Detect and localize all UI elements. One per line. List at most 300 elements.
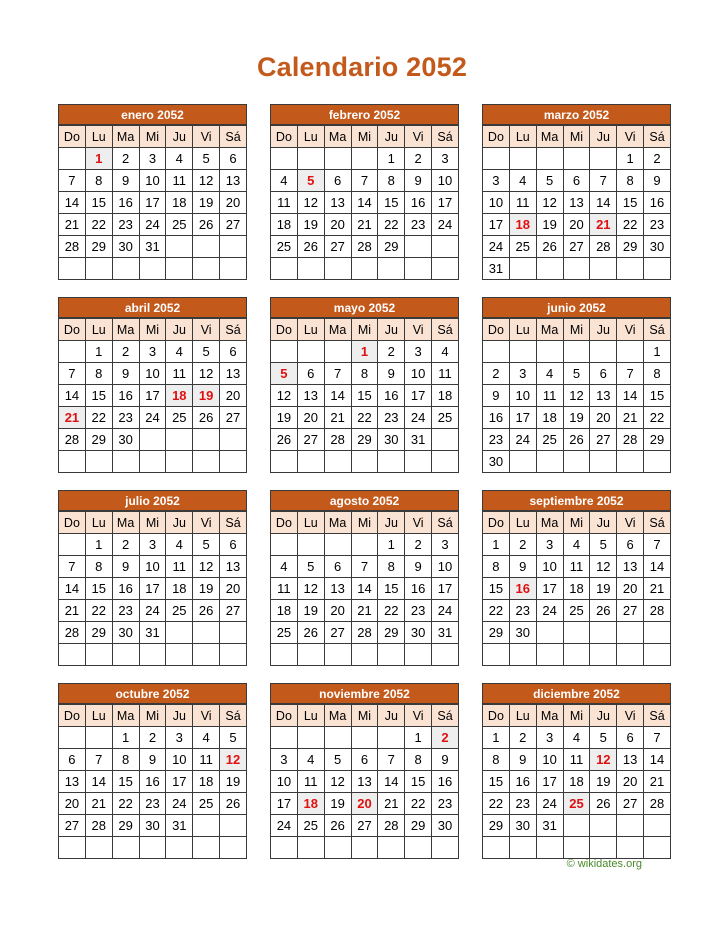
day-cell: 3: [139, 341, 166, 363]
day-cell: 8: [378, 556, 405, 578]
day-cell: 10: [536, 749, 563, 771]
empty-cell: [563, 258, 590, 280]
weekday-label: Sá: [432, 319, 459, 341]
day-cell: 17: [405, 385, 432, 407]
weekday-label: Mi: [563, 126, 590, 148]
empty-cell: [378, 727, 405, 749]
day-cell: 31: [432, 622, 459, 644]
day-cell: 10: [166, 749, 193, 771]
weekday-label: Do: [271, 512, 298, 534]
empty-cell: [536, 148, 563, 170]
weekday-label: Ma: [536, 126, 563, 148]
day-cell: 8: [112, 749, 139, 771]
empty-cell: [378, 644, 405, 666]
empty-cell: [509, 341, 536, 363]
week-row: [59, 170, 247, 192]
weekday-label: Mi: [563, 319, 590, 341]
day-cell: 6: [351, 749, 378, 771]
day-cell: 22: [85, 407, 112, 429]
empty-cell: [324, 644, 351, 666]
day-cell: 19: [297, 214, 324, 236]
weekday-label: Ma: [112, 705, 139, 727]
day-cell: 15: [644, 385, 671, 407]
day-cell: 20: [220, 578, 247, 600]
day-cell: 3: [271, 749, 298, 771]
week-row: [483, 600, 671, 622]
day-cell: 17: [139, 385, 166, 407]
day-cell: 6: [563, 170, 590, 192]
holiday-cell: 20: [351, 793, 378, 815]
day-cell: 16: [112, 192, 139, 214]
day-cell: 26: [193, 600, 220, 622]
day-cell: 24: [139, 407, 166, 429]
empty-cell: [405, 451, 432, 473]
week-row: [59, 556, 247, 578]
empty-cell: [220, 429, 247, 451]
day-cell: 9: [112, 556, 139, 578]
weekday-label: Vi: [617, 512, 644, 534]
day-cell: 11: [271, 578, 298, 600]
week-row: [271, 148, 459, 170]
empty-cell: [193, 429, 220, 451]
month-header: noviembre 2052: [270, 683, 459, 704]
week-row: [271, 837, 459, 859]
empty-cell: [271, 148, 298, 170]
weekday-row: [483, 512, 671, 534]
empty-cell: [324, 451, 351, 473]
day-cell: 13: [617, 749, 644, 771]
weekday-label: Ma: [536, 705, 563, 727]
day-cell: 16: [483, 407, 510, 429]
day-cell: 31: [536, 815, 563, 837]
day-cell: 6: [220, 148, 247, 170]
month-calendar: [58, 683, 247, 859]
week-row: [483, 534, 671, 556]
day-cell: 13: [220, 556, 247, 578]
day-cell: 23: [405, 214, 432, 236]
week-row: [271, 429, 459, 451]
empty-cell: [432, 644, 459, 666]
holiday-cell: 12: [590, 749, 617, 771]
empty-cell: [351, 451, 378, 473]
empty-cell: [271, 727, 298, 749]
week-row: [483, 837, 671, 859]
week-row: [483, 727, 671, 749]
footer-credit: © wikidates.org: [566, 858, 642, 870]
month-table: [482, 704, 671, 859]
empty-cell: [509, 148, 536, 170]
day-cell: 20: [297, 407, 324, 429]
weekday-label: Mi: [351, 512, 378, 534]
weekday-label: Sá: [220, 705, 247, 727]
empty-cell: [432, 837, 459, 859]
day-cell: 2: [509, 727, 536, 749]
empty-cell: [644, 837, 671, 859]
day-cell: 3: [432, 148, 459, 170]
week-row: [483, 815, 671, 837]
empty-cell: [483, 837, 510, 859]
weekday-label: Vi: [617, 705, 644, 727]
empty-cell: [271, 644, 298, 666]
day-cell: 15: [617, 192, 644, 214]
week-row: [483, 341, 671, 363]
empty-cell: [324, 837, 351, 859]
month-table: [482, 318, 671, 473]
day-cell: 7: [617, 363, 644, 385]
month-table: [482, 125, 671, 280]
empty-cell: [405, 837, 432, 859]
day-cell: 17: [139, 192, 166, 214]
week-row: [483, 622, 671, 644]
day-cell: 24: [432, 214, 459, 236]
day-cell: 26: [193, 214, 220, 236]
day-cell: 29: [644, 429, 671, 451]
weekday-row: [483, 319, 671, 341]
empty-cell: [644, 815, 671, 837]
day-cell: 13: [220, 363, 247, 385]
empty-cell: [297, 644, 324, 666]
empty-cell: [509, 644, 536, 666]
day-cell: 4: [271, 556, 298, 578]
weekday-label: Sá: [432, 705, 459, 727]
empty-cell: [271, 341, 298, 363]
day-cell: 16: [405, 578, 432, 600]
week-row: [59, 534, 247, 556]
empty-cell: [220, 644, 247, 666]
day-cell: 11: [563, 556, 590, 578]
day-cell: 9: [509, 749, 536, 771]
day-cell: 1: [617, 148, 644, 170]
day-cell: 12: [324, 771, 351, 793]
day-cell: 18: [563, 771, 590, 793]
day-cell: 7: [59, 363, 86, 385]
day-cell: 7: [59, 170, 86, 192]
empty-cell: [483, 341, 510, 363]
day-cell: 29: [483, 815, 510, 837]
week-row: [271, 644, 459, 666]
day-cell: 21: [324, 407, 351, 429]
weekday-label: Ma: [324, 319, 351, 341]
day-cell: 2: [483, 363, 510, 385]
weekday-label: Do: [483, 705, 510, 727]
month-header: abril 2052: [58, 297, 247, 318]
holiday-cell: 18: [509, 214, 536, 236]
day-cell: 20: [220, 385, 247, 407]
day-cell: 26: [297, 236, 324, 258]
day-cell: 22: [85, 600, 112, 622]
week-row: [59, 749, 247, 771]
day-cell: 4: [271, 170, 298, 192]
day-cell: 31: [139, 236, 166, 258]
day-cell: 10: [405, 363, 432, 385]
month-calendar: [482, 490, 671, 666]
empty-cell: [378, 258, 405, 280]
day-cell: 26: [590, 600, 617, 622]
empty-cell: [193, 815, 220, 837]
weekday-label: Sá: [432, 126, 459, 148]
week-row: [59, 429, 247, 451]
empty-cell: [378, 837, 405, 859]
day-cell: 11: [166, 363, 193, 385]
day-cell: 4: [432, 341, 459, 363]
empty-cell: [351, 148, 378, 170]
day-cell: 16: [405, 192, 432, 214]
weekday-label: Vi: [617, 319, 644, 341]
day-cell: 24: [536, 793, 563, 815]
empty-cell: [59, 837, 86, 859]
day-cell: 13: [59, 771, 86, 793]
week-row: [271, 534, 459, 556]
day-cell: 30: [112, 622, 139, 644]
day-cell: 2: [112, 148, 139, 170]
day-cell: 28: [351, 622, 378, 644]
week-row: [271, 170, 459, 192]
weekday-label: Lu: [509, 512, 536, 534]
day-cell: 6: [324, 556, 351, 578]
day-cell: 30: [405, 622, 432, 644]
day-cell: 3: [509, 363, 536, 385]
day-cell: 24: [536, 600, 563, 622]
day-cell: 25: [193, 793, 220, 815]
week-row: [59, 727, 247, 749]
week-row: [59, 793, 247, 815]
week-row: [59, 451, 247, 473]
day-cell: 10: [432, 170, 459, 192]
day-cell: 22: [85, 214, 112, 236]
day-cell: 25: [271, 622, 298, 644]
day-cell: 1: [85, 534, 112, 556]
week-row: [271, 363, 459, 385]
month-header: junio 2052: [482, 297, 671, 318]
day-cell: 20: [590, 407, 617, 429]
empty-cell: [644, 451, 671, 473]
day-cell: 12: [297, 578, 324, 600]
weekday-label: Do: [483, 319, 510, 341]
day-cell: 29: [112, 815, 139, 837]
day-cell: 15: [378, 192, 405, 214]
day-cell: 23: [509, 793, 536, 815]
day-cell: 26: [590, 793, 617, 815]
week-row: [59, 341, 247, 363]
day-cell: 7: [590, 170, 617, 192]
day-cell: 5: [220, 727, 247, 749]
empty-cell: [59, 727, 86, 749]
day-cell: 15: [405, 771, 432, 793]
month-header: febrero 2052: [270, 104, 459, 125]
day-cell: 26: [193, 407, 220, 429]
day-cell: 31: [139, 622, 166, 644]
day-cell: 1: [112, 727, 139, 749]
day-cell: 22: [351, 407, 378, 429]
day-cell: 3: [536, 727, 563, 749]
day-cell: 13: [220, 170, 247, 192]
day-cell: 29: [378, 622, 405, 644]
week-row: [271, 341, 459, 363]
weekday-label: Do: [271, 319, 298, 341]
day-cell: 29: [405, 815, 432, 837]
weekday-label: Lu: [297, 512, 324, 534]
day-cell: 14: [590, 192, 617, 214]
day-cell: 21: [85, 793, 112, 815]
day-cell: 26: [271, 429, 298, 451]
month-calendar: [482, 104, 671, 280]
day-cell: 3: [405, 341, 432, 363]
day-cell: 15: [483, 578, 510, 600]
weekday-label: Lu: [85, 705, 112, 727]
day-cell: 18: [536, 407, 563, 429]
day-cell: 22: [378, 214, 405, 236]
day-cell: 24: [139, 600, 166, 622]
day-cell: 12: [193, 363, 220, 385]
weekday-label: Do: [59, 319, 86, 341]
day-cell: 8: [85, 170, 112, 192]
empty-cell: [432, 429, 459, 451]
day-cell: 19: [324, 793, 351, 815]
week-row: [271, 451, 459, 473]
day-cell: 5: [590, 534, 617, 556]
month-table: [58, 318, 247, 473]
day-cell: 12: [271, 385, 298, 407]
day-cell: 25: [509, 236, 536, 258]
week-row: [483, 192, 671, 214]
weekday-label: Ma: [324, 126, 351, 148]
week-row: [59, 385, 247, 407]
day-cell: 23: [112, 214, 139, 236]
day-cell: 2: [644, 148, 671, 170]
empty-cell: [405, 236, 432, 258]
weekday-label: Mi: [351, 705, 378, 727]
day-cell: 12: [590, 556, 617, 578]
weekday-row: [59, 512, 247, 534]
holiday-cell: 16: [509, 578, 536, 600]
empty-cell: [297, 341, 324, 363]
day-cell: 14: [617, 385, 644, 407]
day-cell: 10: [483, 192, 510, 214]
day-cell: 11: [166, 170, 193, 192]
day-cell: 4: [563, 534, 590, 556]
weekday-label: Ma: [112, 126, 139, 148]
day-cell: 5: [563, 363, 590, 385]
empty-cell: [432, 236, 459, 258]
day-cell: 24: [509, 429, 536, 451]
empty-cell: [563, 451, 590, 473]
day-cell: 15: [85, 385, 112, 407]
day-cell: 28: [59, 622, 86, 644]
empty-cell: [220, 815, 247, 837]
empty-cell: [85, 451, 112, 473]
empty-cell: [590, 148, 617, 170]
day-cell: 7: [351, 556, 378, 578]
weekday-label: Ju: [166, 319, 193, 341]
day-cell: 31: [166, 815, 193, 837]
empty-cell: [324, 534, 351, 556]
weekday-label: Do: [59, 705, 86, 727]
day-cell: 21: [351, 600, 378, 622]
holiday-cell: 5: [297, 170, 324, 192]
week-row: [483, 258, 671, 280]
day-cell: 10: [139, 363, 166, 385]
empty-cell: [483, 644, 510, 666]
day-cell: 10: [139, 170, 166, 192]
empty-cell: [563, 148, 590, 170]
weekday-label: Ma: [536, 319, 563, 341]
week-row: [59, 644, 247, 666]
empty-cell: [617, 341, 644, 363]
day-cell: 28: [59, 429, 86, 451]
day-cell: 7: [85, 749, 112, 771]
empty-cell: [59, 534, 86, 556]
weekday-label: Mi: [139, 705, 166, 727]
day-cell: 11: [563, 749, 590, 771]
month-table: [58, 125, 247, 280]
day-cell: 13: [563, 192, 590, 214]
empty-cell: [617, 258, 644, 280]
week-row: [483, 429, 671, 451]
empty-cell: [536, 451, 563, 473]
day-cell: 22: [112, 793, 139, 815]
week-row: [483, 793, 671, 815]
day-cell: 19: [590, 578, 617, 600]
day-cell: 17: [166, 771, 193, 793]
day-cell: 21: [644, 771, 671, 793]
empty-cell: [166, 429, 193, 451]
month-table: [270, 125, 459, 280]
day-cell: 16: [112, 385, 139, 407]
day-cell: 19: [536, 214, 563, 236]
empty-cell: [563, 622, 590, 644]
holiday-cell: 21: [59, 407, 86, 429]
empty-cell: [271, 258, 298, 280]
empty-cell: [193, 622, 220, 644]
weekday-label: Mi: [563, 705, 590, 727]
empty-cell: [220, 837, 247, 859]
week-row: [59, 192, 247, 214]
day-cell: 5: [193, 341, 220, 363]
day-cell: 27: [563, 236, 590, 258]
empty-cell: [297, 837, 324, 859]
weekday-label: Do: [59, 512, 86, 534]
empty-cell: [536, 644, 563, 666]
day-cell: 6: [297, 363, 324, 385]
day-cell: 9: [432, 749, 459, 771]
empty-cell: [509, 258, 536, 280]
week-row: [59, 815, 247, 837]
page-title: Calendario 2052: [256, 52, 468, 82]
day-cell: 6: [617, 727, 644, 749]
day-cell: 23: [405, 600, 432, 622]
weekday-label: Ma: [324, 705, 351, 727]
day-cell: 12: [297, 192, 324, 214]
month-table: [58, 511, 247, 666]
day-cell: 9: [112, 363, 139, 385]
weekday-label: Lu: [85, 512, 112, 534]
day-cell: 8: [85, 556, 112, 578]
month-header: agosto 2052: [270, 490, 459, 511]
day-cell: 21: [617, 407, 644, 429]
weekday-label: Ju: [590, 126, 617, 148]
month-table: [58, 704, 247, 859]
empty-cell: [536, 622, 563, 644]
weekday-label: Vi: [405, 512, 432, 534]
weekday-label: Ma: [324, 512, 351, 534]
day-cell: 25: [563, 600, 590, 622]
day-cell: 17: [483, 214, 510, 236]
day-cell: 11: [271, 192, 298, 214]
weekday-label: Mi: [351, 319, 378, 341]
day-cell: 11: [509, 192, 536, 214]
empty-cell: [166, 451, 193, 473]
empty-cell: [297, 534, 324, 556]
